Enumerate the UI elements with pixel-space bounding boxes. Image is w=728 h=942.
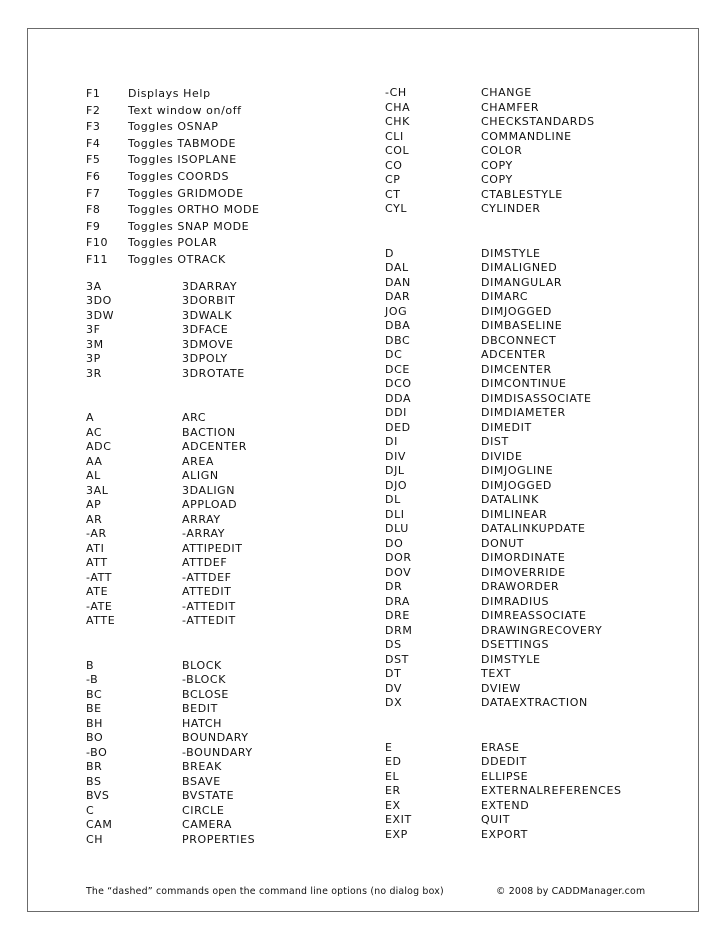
command-row [385,653,685,668]
command-name: BEDIT [182,702,218,716]
command-name: EXPORT [481,827,528,841]
group-spacer [86,629,376,659]
function-key-row [86,202,376,219]
command-row [86,498,376,513]
command-row [385,595,685,610]
command-name: DATALINK [481,493,539,506]
left-column [86,86,376,847]
command-name: -ATTDEF [182,570,232,584]
command-name: DIMOVERRIDE [481,565,566,579]
command-row [385,334,685,349]
command-name: 3DFACE [182,323,229,337]
shortcut-key: CP [385,173,401,186]
command-row [385,624,685,639]
command-row [385,551,685,566]
command-name: DIMCONTINUE [481,377,567,390]
shortcut-key: 3AL [86,483,109,497]
command-name: Toggles COORDS [128,169,230,183]
command-row [86,484,376,499]
command-row [385,696,685,711]
command-name: TEXT [481,667,512,680]
shortcut-key: C [86,803,95,817]
shortcut-key: CT [385,187,401,201]
shortcut-key: DCO [385,377,412,390]
command-name: DIMJOGGED [481,478,552,492]
shortcut-key: 3P [86,352,101,366]
function-key-row [86,252,376,269]
command-row [385,741,685,756]
shortcut-key: E [385,740,393,754]
shortcut-key: ADC [86,440,112,454]
command-row [86,702,376,717]
command-name: HATCH [182,716,222,730]
command-name: DIMORDINATE [481,551,566,564]
shortcut-key: COL [385,144,410,157]
command-name: DIVIDE [481,449,523,463]
command-name: BVSTATE [182,789,235,803]
command-row [86,760,376,775]
command-row [86,352,376,367]
shortcut-key: DRM [385,623,413,637]
shortcut-key: CH [86,832,104,846]
command-name: DVIEW [481,681,521,695]
shortcut-key: DJO [385,478,408,492]
command-row [86,673,376,688]
command-row [385,101,685,116]
function-key-row [86,169,376,186]
shortcut-key: DI [385,435,398,448]
command-name: ARRAY [182,512,221,526]
command-row [385,799,685,814]
command-row [86,731,376,746]
command-row [86,556,376,571]
command-name: ELLIPSE [481,769,529,783]
command-row [385,86,685,101]
command-row [385,770,685,785]
command-row [86,294,376,309]
command-name: DATAEXTRACTION [481,696,588,709]
command-row [86,426,376,441]
function-key-row [86,86,376,103]
command-row [86,455,376,470]
command-name: DIMCENTER [481,362,552,376]
command-row [385,609,685,624]
shortcut-key: 3DW [86,308,115,322]
command-name: DIMJOGLINE [481,464,554,477]
function-key-row [86,186,376,203]
shortcut-key: DDI [385,406,407,419]
shortcut-key: -ATE [86,599,113,613]
command-row [385,130,685,145]
command-name: DDEDIT [481,755,527,768]
shortcut-key: DDA [385,391,412,405]
command-name: -BOUNDARY [182,745,253,759]
command-name: DIMREASSOCIATE [481,609,587,622]
shortcut-key: DLI [385,507,405,521]
command-name: 3DMOVE [182,337,234,351]
command-row [385,319,685,334]
command-name: BCLOSE [182,687,229,701]
command-row [385,566,685,581]
command-row [385,464,685,479]
command-name: COPY [481,173,513,186]
command-name: DSETTINGS [481,638,550,651]
footer-copyright: © 2008 by CADDManager.com [496,886,646,897]
shortcut-key: F8 [86,203,101,217]
command-row [385,377,685,392]
command-name: DRAWORDER [481,580,560,593]
shortcut-key: ER [385,784,401,797]
shortcut-key: DR [385,580,403,593]
command-row [86,614,376,629]
command-name: 3DALIGN [182,483,236,497]
command-name: ADCENTER [481,348,546,361]
command-row [86,338,376,353]
command-row [86,513,376,528]
shortcut-key: DED [385,420,411,434]
command-name: DONUT [481,536,525,550]
shortcut-key: DJL [385,464,405,477]
function-key-row [86,152,376,169]
command-name: ADCENTER [182,440,247,454]
shortcut-key: DST [385,652,409,666]
command-name: Toggles POLAR [128,236,218,250]
shortcut-key: DS [385,638,402,651]
shortcut-key: DLU [385,522,409,535]
footer [86,886,646,897]
shortcut-key: DL [385,493,401,506]
command-name: ATTDEF [182,556,228,570]
shortcut-key: F9 [86,219,101,233]
shortcut-key: 3R [86,366,102,380]
command-row [385,450,685,465]
command-row [86,688,376,703]
command-row [385,435,685,450]
command-name: DIMDIAMETER [481,406,566,419]
command-name: DIMALIGNED [481,261,558,274]
command-row [385,755,685,770]
command-name: CIRCLE [182,803,225,817]
command-row [86,804,376,819]
shortcut-key: AL [86,469,101,483]
shortcut-key: BC [86,687,103,701]
command-row [385,638,685,653]
command-row [385,363,685,378]
function-key-row [86,219,376,236]
shortcut-key: CYL [385,202,408,215]
command-name: Toggles SNAP MODE [128,219,250,233]
command-row [86,833,376,848]
shortcut-key: 3DO [86,294,112,308]
shortcut-key: DX [385,696,403,709]
command-name: DRAWINGRECOVERY [481,623,603,637]
shortcut-key: -BO [86,745,108,759]
command-name: BSAVE [182,774,221,788]
shortcut-key: DCE [385,362,410,376]
function-key-row [86,136,376,153]
shortcut-key: EXIT [385,813,412,826]
command-row [385,305,685,320]
command-row [385,247,685,262]
command-name: 3DROTATE [182,366,245,380]
shortcut-key: DIV [385,449,407,463]
command-name: CTABLESTYLE [481,187,563,201]
command-name: -BLOCK [182,673,227,687]
shortcut-key: CHK [385,115,410,128]
shortcut-key: CHA [385,100,411,114]
command-name: ERASE [481,740,520,754]
command-row [385,290,685,305]
shortcut-key: F1 [86,87,101,100]
shortcut-key: DOV [385,565,412,579]
command-row [385,828,685,843]
command-name: DATALINKUPDATE [481,522,586,535]
command-name: PROPERTIES [182,832,256,846]
command-row [385,537,685,552]
command-row [385,682,685,697]
command-name: Displays Help [128,87,211,100]
command-name: ALIGN [182,469,219,483]
command-name: Text window on/off [128,103,242,117]
shortcut-key: DOR [385,551,412,564]
command-row [86,789,376,804]
shortcut-key: EL [385,769,400,783]
shortcut-key: F5 [86,153,101,167]
shortcut-key: EXP [385,827,408,841]
command-row [385,159,685,174]
shortcut-key: -B [86,673,99,687]
command-name: CHAMFER [481,100,540,114]
footer-note: The “dashed” commands open the command line options (no dialog box) [86,886,444,897]
command-name: DIMBASELINE [481,319,563,332]
command-row [86,309,376,324]
shortcut-key: 3M [86,337,104,351]
shortcut-key: AP [86,498,102,512]
command-name: -ATTEDIT [182,599,236,613]
shortcut-key: DBA [385,319,411,332]
command-name: ARC [182,411,207,425]
command-name: DIMJOGGED [481,304,552,318]
shortcut-key: F3 [86,120,101,134]
shortcut-key: -AR [86,527,107,541]
shortcut-key: B [86,658,95,672]
command-name: Toggles OTRACK [128,252,226,266]
command-row [385,392,685,407]
shortcut-key: CO [385,158,403,172]
command-row [385,276,685,291]
command-name: DIST [481,435,509,448]
shortcut-key: F6 [86,169,101,183]
command-row [385,115,685,130]
shortcut-key: EX [385,798,401,812]
shortcut-key: BR [86,760,103,774]
command-row [385,493,685,508]
shortcut-key: DV [385,681,403,695]
command-row [86,542,376,557]
shortcut-key: DRA [385,594,410,608]
shortcut-key: BE [86,702,102,716]
command-row [86,659,376,674]
command-row [86,717,376,732]
command-row [86,818,376,833]
command-name: DIMLINEAR [481,507,548,521]
command-name: Toggles TABMODE [128,136,237,150]
shortcut-key: F10 [86,236,109,250]
shortcut-key: DAR [385,290,411,303]
command-name: DIMSTYLE [481,246,541,260]
command-name: DIMARC [481,290,529,303]
command-name: DIMSTYLE [481,652,541,666]
shortcut-key: -ATT [86,570,113,584]
shortcut-key: BS [86,774,102,788]
command-name: COLOR [481,144,523,157]
shortcut-key: ATTE [86,614,116,628]
command-row [86,469,376,484]
command-name: DIMANGULAR [481,275,563,289]
command-row [86,571,376,586]
command-row [86,585,376,600]
shortcut-key: DAL [385,261,409,274]
shortcut-key: CLI [385,129,404,143]
command-name: BREAK [182,760,222,774]
command-name: 3DORBIT [182,294,236,308]
command-name: DIMEDIT [481,420,532,434]
group-spacer [86,269,376,280]
group-spacer [86,381,376,411]
shortcut-key: AA [86,454,103,468]
command-name: DBCONNECT [481,333,557,347]
command-name: EXTERNALREFERENCES [481,784,622,797]
function-key-row [86,103,376,120]
command-row [385,522,685,537]
command-name: -ATTEDIT [182,614,236,628]
command-name: Toggles OSNAP [128,120,219,134]
shortcut-key: AR [86,512,103,526]
group-spacer [385,217,685,247]
shortcut-key: BO [86,731,104,745]
shortcut-key: F4 [86,136,101,150]
command-row [385,144,685,159]
command-row [86,280,376,295]
command-name: DIMRADIUS [481,594,550,608]
shortcut-key: DAN [385,275,411,289]
command-row [385,173,685,188]
command-row [86,367,376,382]
shortcut-key: AC [86,425,103,439]
command-name: ATTEDIT [182,585,232,599]
command-name: 3DPOLY [182,352,228,366]
shortcut-key: ATI [86,541,105,555]
command-row [86,323,376,338]
shortcut-key: JOG [385,304,408,318]
shortcut-key: 3F [86,323,101,337]
command-row [385,421,685,436]
command-name: COMMANDLINE [481,129,572,143]
shortcut-key: ATT [86,556,108,570]
command-name: DIMDISASSOCIATE [481,391,592,405]
shortcut-key: A [86,411,95,425]
command-name: Toggles GRIDMODE [128,186,244,200]
shortcut-key: DRE [385,609,410,622]
command-row [385,479,685,494]
command-row [86,411,376,426]
command-name: ATTIPEDIT [182,541,243,555]
shortcut-key: F7 [86,186,101,200]
shortcut-key: ED [385,755,402,768]
command-name: QUIT [481,813,511,826]
command-row [385,348,685,363]
shortcut-key: -CH [385,86,407,99]
command-row [385,580,685,595]
command-name: -ARRAY [182,527,226,541]
group-spacer [385,711,685,741]
shortcut-key: 3A [86,279,102,293]
command-name: AREA [182,454,215,468]
command-name: 3DWALK [182,308,233,322]
command-name: Toggles ISOPLANE [128,153,237,167]
command-row [385,406,685,421]
right-column [385,86,685,842]
command-name: APPLOAD [182,498,238,512]
command-name: 3DARRAY [182,279,238,293]
command-name: Toggles ORTHO MODE [128,203,260,217]
command-row [86,440,376,455]
command-row [385,784,685,799]
shortcut-key: BH [86,716,104,730]
command-name: CHANGE [481,86,532,99]
command-row [385,202,685,217]
command-name: COPY [481,158,513,172]
command-row [385,508,685,523]
shortcut-key: DT [385,667,402,680]
command-name: BLOCK [182,658,222,672]
command-name: EXTEND [481,798,530,812]
command-row [385,813,685,828]
shortcut-key: CAM [86,818,113,832]
command-row [385,188,685,203]
command-name: CAMERA [182,818,232,832]
shortcut-key: ATE [86,585,109,599]
command-row [86,746,376,761]
function-key-row [86,119,376,136]
shortcut-key: DO [385,536,404,550]
command-row [86,600,376,615]
command-name: BACTION [182,425,236,439]
command-name: CYLINDER [481,202,541,215]
command-name: CHECKSTANDARDS [481,115,595,128]
command-row [86,775,376,790]
shortcut-key: DC [385,348,403,361]
command-name: BOUNDARY [182,731,249,745]
shortcut-key: F11 [86,252,109,266]
shortcut-key: BVS [86,789,110,803]
command-row [86,527,376,542]
shortcut-key: F2 [86,103,101,117]
command-row [385,261,685,276]
function-key-row [86,235,376,252]
command-row [385,667,685,682]
shortcut-key: DBC [385,333,411,347]
shortcut-key: D [385,246,395,260]
